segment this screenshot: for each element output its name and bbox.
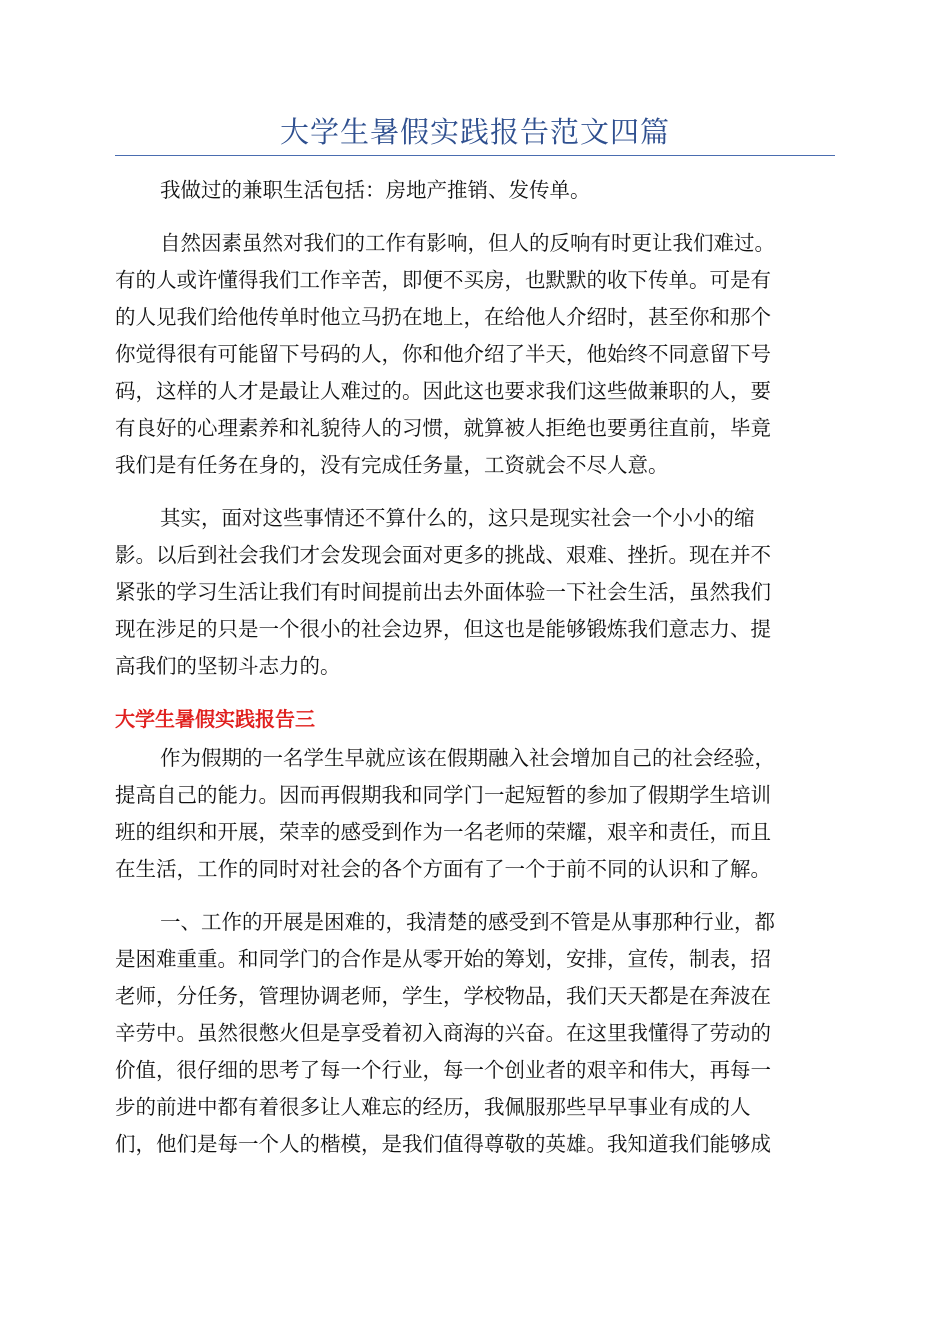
paragraph-line: 在生活，工作的同时对社会的各个方面有了一个于前不同的认识和了解。 <box>115 857 771 881</box>
paragraph-line: 有良好的心理素养和礼貌待人的习惯，就算被人拒绝也要勇往直前，毕竟 <box>115 416 771 440</box>
paragraph-line: 辛劳中。虽然很憋火但是享受着初入商海的兴奋。在这里我懂得了劳动的 <box>115 1021 771 1045</box>
paragraph <box>115 740 835 888</box>
paragraph <box>115 225 835 484</box>
title-underline <box>115 155 835 156</box>
paragraph <box>115 904 835 1163</box>
paragraph-line: 价值，很仔细的思考了每一个行业，每一个创业者的艰辛和伟大，再每一 <box>115 1058 771 1082</box>
paragraph-line: 我们是有任务在身的，没有完成任务量，工资就会不尽人意。 <box>115 453 669 477</box>
paragraph-line: 老师，分任务，管理协调老师，学生，学校物品，我们天天都是在奔波在 <box>115 984 771 1008</box>
paragraph-line: 们，他们是每一个人的楷模，是我们值得尊敬的英雄。我知道我们能够成 <box>115 1132 771 1156</box>
paragraph-line: 码，这样的人才是最让人难过的。因此这也要求我们这些做兼职的人，要 <box>115 379 771 403</box>
paragraph-line: 的人见我们给他传单时他立马扔在地上，在给他人介绍时，甚至你和那个 <box>115 305 771 329</box>
document-title: 大学生暑假实践报告范文四篇 <box>279 115 670 149</box>
paragraph-line: 一、工作的开展是困难的，我清楚的感受到不管是从事那种行业，都 <box>160 910 775 934</box>
section-heading: 大学生暑假实践报告三 <box>115 707 315 731</box>
paragraph-line: 其实，面对这些事情还不算什么的，这只是现实社会一个小小的缩 <box>160 506 755 530</box>
paragraph <box>115 500 835 685</box>
paragraph-line: 班的组织和开展，荣幸的感受到作为一名老师的荣耀，艰辛和责任，而且 <box>115 820 771 844</box>
paragraph-line: 你觉得很有可能留下号码的人，你和他介绍了半天，他始终不同意留下号 <box>115 342 771 366</box>
paragraph-line: 现在涉足的只是一个很小的社会边界，但这也是能够锻炼我们意志力、提 <box>115 617 771 641</box>
paragraph-line: 是困难重重。和同学门的合作是从零开始的筹划，安排，宣传，制表，招 <box>115 947 771 971</box>
paragraph-line: 我做过的兼职生活包括：房地产推销、发传单。 <box>160 178 591 202</box>
paragraph-line: 提高自己的能力。因而再假期我和同学门一起短暂的参加了假期学生培训 <box>115 783 771 807</box>
paragraph-line: 高我们的坚韧斗志力的。 <box>115 654 341 678</box>
paragraph-line: 步的前进中都有着很多让人难忘的经历，我佩服那些早早事业有成的人 <box>115 1095 751 1119</box>
paragraph-line: 有的人或许懂得我们工作辛苦，即便不买房，也默默的收下传单。可是有 <box>115 268 771 292</box>
paragraph-line: 紧张的学习生活让我们有时间提前出去外面体验一下社会生活，虽然我们 <box>115 580 771 604</box>
paragraph-line: 自然因素虽然对我们的工作有影响，但人的反响有时更让我们难过。 <box>160 231 775 255</box>
paragraph-line: 作为假期的一名学生早就应该在假期融入社会增加自己的社会经验， <box>160 746 775 770</box>
document-body <box>115 172 835 1179</box>
paragraph-line: 影。以后到社会我们才会发现会面对更多的挑战、艰难、挫折。现在并不 <box>115 543 771 567</box>
paragraph <box>115 172 835 209</box>
